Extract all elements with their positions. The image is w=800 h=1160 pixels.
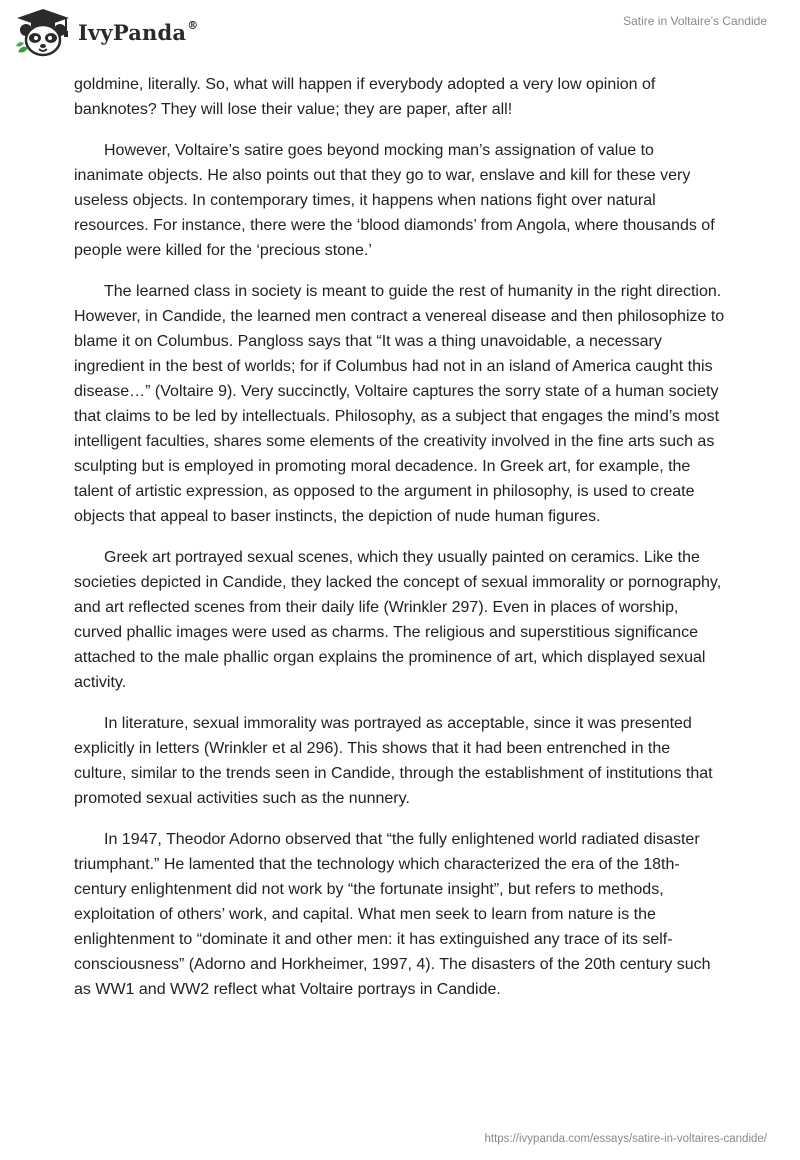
panda-logo-icon[interactable] xyxy=(14,8,72,58)
paragraph: In literature, sexual immorality was portrayed as acceptable, since it was presented explicitly in letters (Wrinkler et al 296). This shows that it had been entrenched in the culture, similar to the trends seen in Candide, through the establishment of institutions that promoted sexual activities such as the nunnery. xyxy=(74,715,713,807)
brand-name[interactable] xyxy=(78,20,198,45)
registered-mark: ® xyxy=(187,19,199,32)
paragraph-continued: goldmine, literally. So, what will happen if everybody adopted a very low opinion of banknotes? They will lose their value; they are paper, after all! xyxy=(74,76,656,118)
source-url-link[interactable]: https://ivypanda.com/essays/satire-in-voltaires-candide/ xyxy=(484,1133,767,1145)
paragraph: Greek art portrayed sexual scenes, which they usually painted on ceramics. Like the societies depicted in Candide, they lacked the concept of sexual immorality or pornography, and art reflected scenes from their daily life (Wrinkler 297). Even in places of worship, curved phallic images were used as charms. The religious and superstitious significance attached to the male phallic organ explains the prominence of art, which displayed sexual activity. xyxy=(74,549,722,691)
brand-text: IvyPanda xyxy=(78,20,187,45)
paragraph: The learned class in society is meant to guide the rest of humanity in the right direction. However, in Candide, the learned men contract a venereal disease and then philosophize to blame it on Columbus. Pangloss says that “It was a thing unavoidable, a necessary ingredient in the best of worlds; for if Columbus had not in an island of America caught this disease…” (Voltaire 9). Very succinctly, Voltaire captures the sorry state of a human society that claims to be led by intellectuals. Philosophy, as a subject that engages the mind’s most intelligent faculties, shares some elements of the creativity involved in the fine arts such as sculpting but is employed in promoting moral decadence. In Greek art, for example, the talent of artistic expression, as opposed to the argument in philosophy, is used to create objects that appeal to baser instincts, the depiction of nude human figures. xyxy=(74,283,725,525)
essay-body xyxy=(74,72,726,1018)
running-title: Satire in Voltaire’s Candide xyxy=(623,14,767,28)
paragraph: In 1947, Theodor Adorno observed that “the fully enlightened world radiated disaster triumphant.” He lamented that the technology which characterized the era of the 18th-century enlightenment did not work by “the fortunate insight”, but refers to methods, exploitation of others’ work, and capital. What men seek to learn from nature is the enlightenment to “dominate it and other men: it has extinguished any trace of its self-consciousness” (Adorno and Horkheimer, 1997, 4). The disasters of the 20th century such as WW1 and WW2 reflect what Voltaire portrays in Candide. xyxy=(74,831,711,998)
page-header xyxy=(0,0,800,66)
paragraph: However, Voltaire’s satire goes beyond mocking man’s assignation of value to inanimate objects. He also points out that they go to war, enslave and kill for these very useless objects. In contemporary times, it happens when nations fight over natural resources. For instance, there were the ‘blood diamonds’ from Angola, where thousands of people were killed for the ‘precious stone.’ xyxy=(74,142,715,259)
